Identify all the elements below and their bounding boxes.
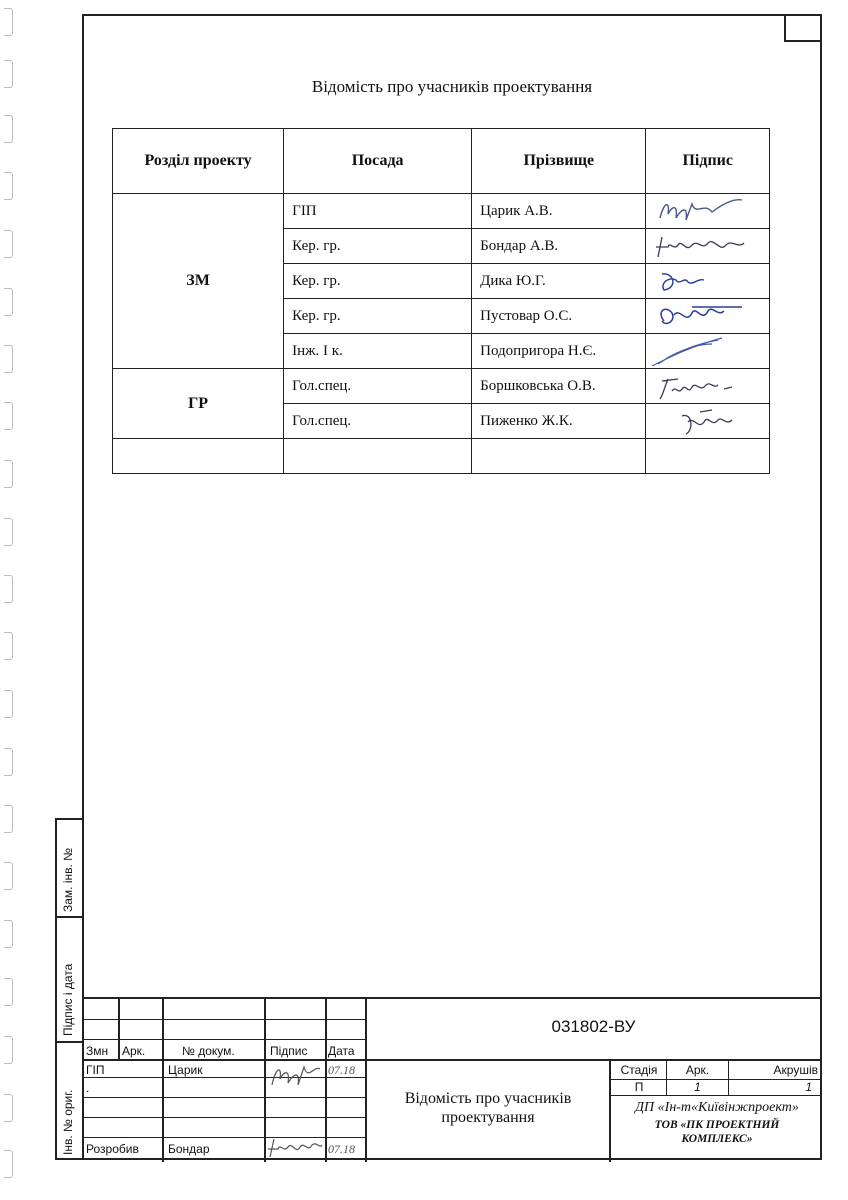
binding-hole [4,1150,13,1178]
gip-role: ГІП [86,1063,105,1077]
title-block [82,997,822,1162]
signature-image [652,196,747,226]
gip-signature-image [268,1061,322,1095]
name-cell: Подопригора Н.Є. [472,334,646,369]
binding-hole [4,575,13,603]
name-cell: Бондар А.В. [472,229,646,264]
org-name-line2: ТОВ «ПК ПРОЕКТНИЙ КОМПЛЕКС» [654,1119,780,1145]
sheets-total-header: Акрушів [773,1063,818,1077]
binding-hole [4,460,13,488]
razrob-signature-image [266,1135,324,1161]
sheet-value: 1 [694,1080,701,1094]
signature-cell [646,264,770,299]
signature-cell [646,229,770,264]
sheets-total-value: 1 [805,1080,812,1094]
position-cell: Інж. І к. [284,334,472,369]
header-position: Посада [284,129,472,194]
binding-hole [4,748,13,776]
binding-hole [4,978,13,1006]
razrob-date: 07.18 [328,1142,355,1156]
name-cell: Дика Ю.Г. [472,264,646,299]
page-title: Відомість про учасників проектування [311,77,593,96]
empty-cell [472,439,646,474]
header-signature: Підпис [646,129,770,194]
col-header-ark: Арк. [122,1044,146,1058]
signature-image [652,301,747,331]
row-dot: . [86,1081,90,1095]
name-cell: Пиженко Ж.К. [472,404,646,439]
frame-corner-box [784,14,822,42]
binding-hole [4,8,13,36]
zam-inv-cell [57,820,82,918]
inv-orig-label: Інв. № ориг. [61,1089,75,1155]
empty-cell [646,439,770,474]
header-name: Прізвище [472,129,646,194]
position-cell: Гол.спец. [284,404,472,439]
signature-image [652,231,747,261]
binding-hole [4,230,13,258]
signature-date-cell [57,918,82,1043]
sheet-header: Арк. [685,1063,710,1077]
empty-cell [113,439,284,474]
section-cell: ЗМ [113,194,284,369]
table-row-empty [113,439,770,474]
signature-image [652,266,747,296]
section-cell: ГР [113,369,284,439]
binding-hole [4,805,13,833]
binding-hole [4,288,13,316]
signature-cell [646,194,770,229]
table-row [113,194,770,229]
col-header-doc-num: № докум. [182,1044,235,1058]
signature-image [652,336,747,366]
header-section: Розділ проекту [113,129,284,194]
zam-inv-label: Зам. інв. № [61,847,75,912]
position-cell: Гол.спец. [284,369,472,404]
position-cell: Кер. гр. [284,299,472,334]
signature-date-label: Підпис і дата [61,963,75,1036]
binding-hole [4,690,13,718]
signature-image [652,371,747,401]
name-cell: Пустовар О.С. [472,299,646,334]
col-header-signature: Підпис [270,1044,308,1058]
binding-hole [4,115,13,143]
razrob-name: Бондар [168,1142,210,1156]
binding-hole [4,60,13,88]
position-cell: ГІП [284,194,472,229]
gip-name: Царик [168,1063,203,1077]
document-name: Відомість про учасників проектування [404,1090,572,1126]
razrob-role: Розробив [86,1142,139,1156]
col-header-zmn: Змн [86,1044,109,1058]
binding-hole [4,920,13,948]
participants-table [112,128,770,474]
stage-header: Стадія [620,1063,658,1077]
document-code: 031802-ВУ [551,1017,636,1036]
col-header-date: Дата [328,1044,355,1058]
stage-value: П [634,1080,644,1094]
name-cell: Боршковська О.В. [472,369,646,404]
signature-image [652,406,747,436]
empty-cell [284,439,472,474]
binding-hole [4,518,13,546]
position-cell: Кер. гр. [284,264,472,299]
binding-hole [4,172,13,200]
inv-orig-cell [57,1043,82,1160]
position-cell: Кер. гр. [284,229,472,264]
signature-cell [646,404,770,439]
gip-date: 07.18 [328,1063,355,1077]
name-cell: Царик А.В. [472,194,646,229]
table-header-row [113,129,770,194]
signature-cell [646,334,770,369]
binding-hole [4,402,13,430]
binding-hole [4,345,13,373]
signature-cell [646,369,770,404]
binding-hole [4,1036,13,1064]
binding-hole [4,632,13,660]
binding-hole [4,1094,13,1122]
binding-hole [4,862,13,890]
side-stamp [55,818,82,1160]
org-name-line1: ДП «Ін-т«Київінжпроект» [635,1100,799,1115]
table-row [113,369,770,404]
signature-cell [646,299,770,334]
